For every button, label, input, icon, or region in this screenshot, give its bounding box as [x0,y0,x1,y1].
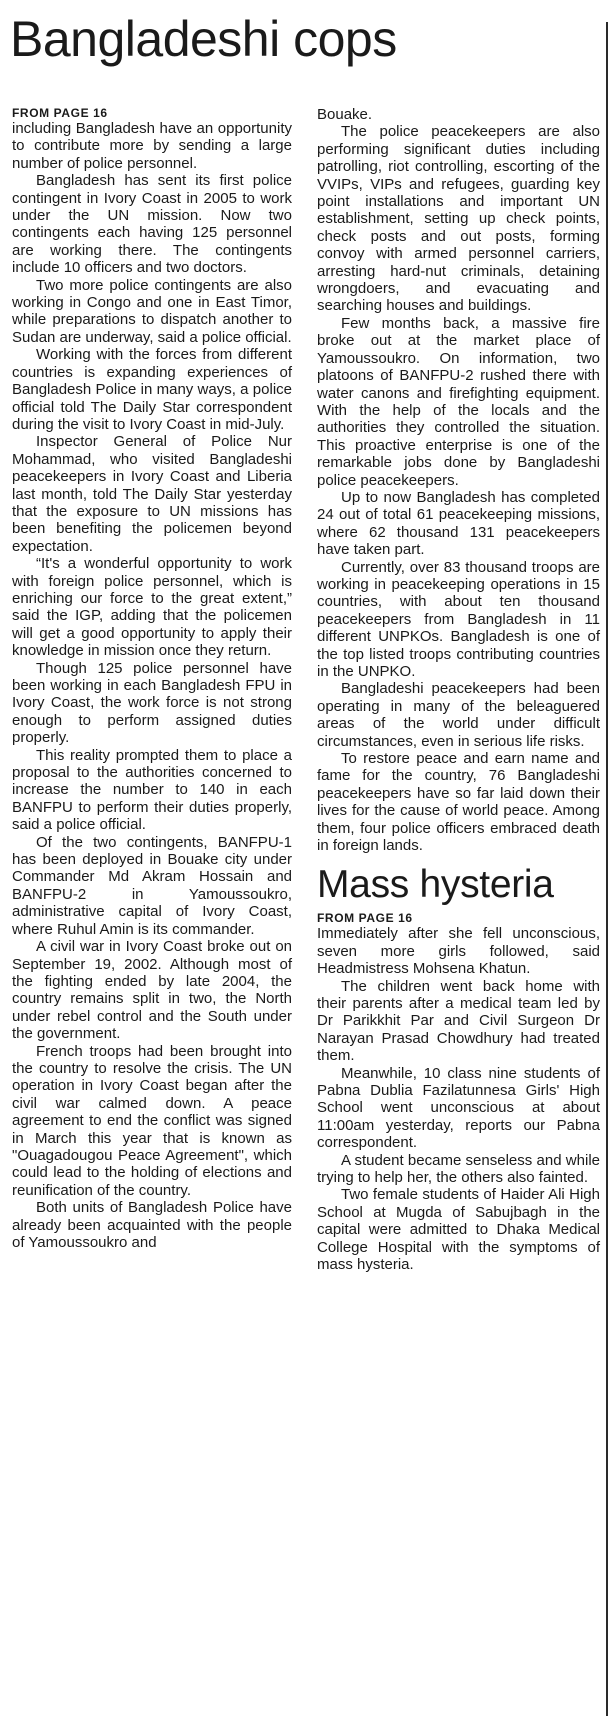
article-paragraph: French troops had been brought into the country to resolve the crisis. The UN operation in Ivory Coast began after the civil war calmed down. A peace agreement to end the conflict was signed in March this year that is known as "Ouagadougou Peace Agreement", which could lead to the holding of elections and reunification of the country. [12,1042,292,1199]
article-paragraph: Meanwhile, 10 class nine students of Pabna Dublia Fazilatunnesa Girls' High School went unconscious at about 11:00am yesterday, reports our Pabna correspondent. [317,1064,600,1152]
article-paragraph: Both units of Bangladesh Police have already been acquainted with the people of Yamoussoukro and [12,1199,292,1251]
article-paragraph: Of the two contingents, BANFPU-1 has been deployed in Bouake city under Commander Md Akram Hossain and BANFPU-2 in Yamoussoukro, administrative capital of Ivory Coast, where Ruhul Amin is its commander. [12,833,292,938]
article-paragraph: Two female students of Haider Ali High School at Mugda of Sabujbagh in the capital were admitted to Dhaka Medical College Hospital with the symptoms of mass hysteria. [317,1186,600,1274]
article-paragraph: Currently, over 83 thousand troops are working in peacekeeping operations in 15 countries, with about ten thousand peacekeepers from Bangladesh in 11 different UNPKOs. Bangladesh is one of the top listed troops contributing countries in the UNPKO. [317,558,600,680]
column-divider-rule [606,22,608,1716]
article-paragraph: This reality prompted them to place a proposal to the authorities concerned to increase the number to 140 in each BANFPU to perform their duties properly, said a police official. [12,746,292,834]
second-article-headline: Mass hysteria [317,863,554,907]
article-paragraph: The children went back home with their parents after a medical team led by Dr Parikkhit Par and Civil Surgeon Dr Narayan Prasad Chowdhury had treated them. [317,977,600,1065]
article-headline: Bangladeshi cops [10,11,397,67]
article-paragraph-continued: Bouake. [317,106,373,123]
from-page-label: FROM PAGE 16 [317,911,413,926]
article-paragraph: Bangladeshi peacekeepers had been operating in many of the beleaguered areas of the world under difficult circumstances, even in serious life risks. [317,680,600,750]
article-paragraph: Two more police contingents are also working in Congo and one in East Timor, while preparations to dispatch another to Sudan are underway, said a police official. [12,276,292,346]
article-paragraph: Few months back, a massive fire broke out at the market place of Yamoussoukro. On information, two platoons of BANFPU-2 rushed there with water canons and firefighting equipment. With the help of the locals and the authorities they controlled the situation. This proactive enterprise is one of the remarkable jobs done by Bangladeshi police peacekeepers. [317,314,600,489]
article-column-left [12,106,292,1251]
article-paragraph: A student became senseless and while trying to help her, the others also fainted. [317,1151,600,1187]
article-paragraph: To restore peace and earn name and fame for the country, 76 Bangladeshi peacekeepers have so far laid down their lives for the cause of world peace. Among them, four police officers embraced death in foreign lands. [317,750,600,855]
article-paragraph: Working with the forces from different countries is expanding experiences of Bangladesh Police in many ways, a police official told The Daily Star correspondent during the visit to Ivory Coast in mid-July. [12,346,292,433]
article-paragraph: The police peacekeepers are also performing significant duties including patrolling, riot controlling, escorting of the VVIPs, VIPs and refugees, guarding key point installations and important UN establishment, setting up check points, check posts and out posts, forming convoy with armed personnel carriers, arresting hard-nut criminals, detaining wrongdoers, and evacuating and searching houses and buildings. [317,123,600,315]
article-paragraph: “It's a wonderful opportunity to work with foreign police personnel, which is enriching our force to the great extent,” said the IGP, adding that the policemen will get a good opportunity to apply their knowledge in mission once they return. [12,555,292,660]
article-paragraph: Inspector General of Police Nur Mohammad, who visited Bangladeshi peacekeepers in Ivory Coast and Liberia last month, told The Daily Star yesterday that the exposure to UN missions has been benefiting the policemen beyond expectation. [12,433,292,555]
article-paragraph: A civil war in Ivory Coast broke out on September 19, 2002. Although most of the fighting ended by late 2004, the country remains split in two, the North under rebel control and the South under the government. [12,938,292,1043]
article-paragraph: Up to now Bangladesh has completed 24 out of total 61 peacekeeping missions, where 62 thousand 131 peacekeepers have taken part. [317,488,600,559]
from-page-label: FROM PAGE 16 [12,106,108,120]
article-paragraph: including Bangladesh have an opportunity to contribute more by sending a large number of police personnel. [12,120,292,172]
article-paragraph: Immediately after she fell unconscious, seven more girls followed, said Headmistress Mohsena Khatun. [317,925,600,978]
article-column-right [317,106,600,1273]
article-paragraph: Bangladesh has sent its first police contingent in Ivory Coast in 2005 to work under the UN mission. Now two contingents each having 125 personnel are working there. The contingents include 10 officers and two doctors. [12,172,292,277]
article-paragraph: Though 125 police personnel have been working in each Bangladesh FPU in Ivory Coast, the work force is not strong enough to perform assigned duties properly. [12,659,292,747]
